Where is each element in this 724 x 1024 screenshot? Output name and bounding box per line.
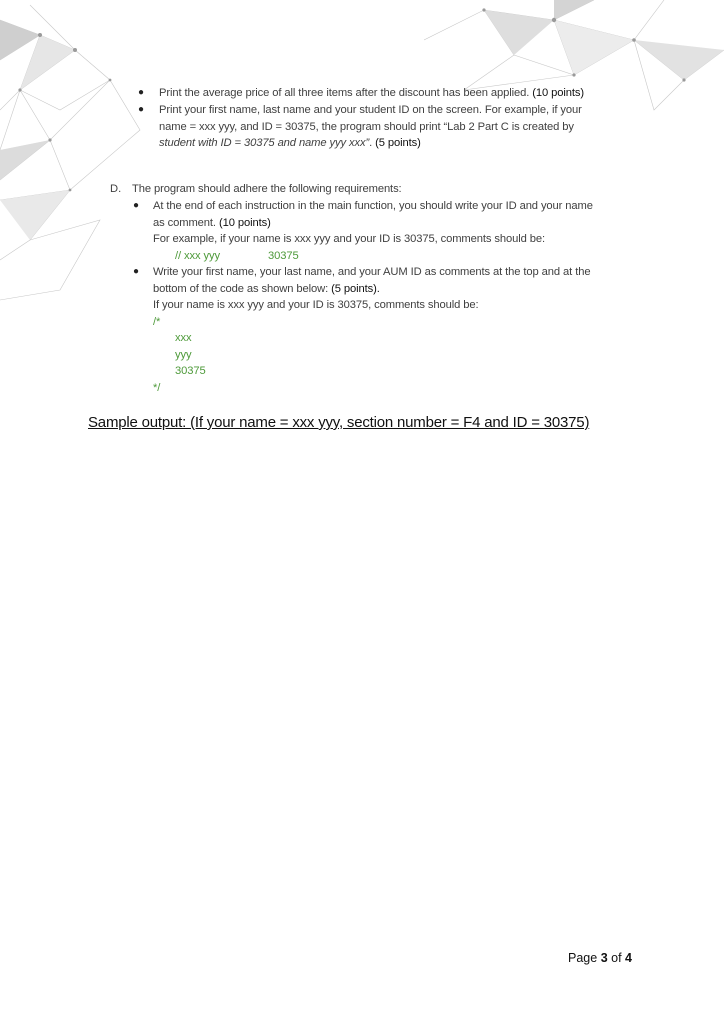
example-intro: For example, if your name is xxx yyy and your ID is 30375, comments should be:	[153, 233, 546, 245]
code-comment-id: 30375	[268, 249, 299, 262]
bullet-text: Print the average price of all three items after the discount has been applied.	[159, 87, 530, 99]
points-label: (10 points)	[218, 216, 271, 229]
bullet-text-line: Write your first name, your last name, and your AUM ID as comments at the top and at the	[153, 266, 591, 278]
part-c-bullet-average-price	[159, 85, 584, 102]
bullet-text-line: name = xxx yyy, and ID = 30375, the program should print “Lab 2 Part C is created by	[159, 120, 574, 133]
points-label: (5 points).	[331, 282, 380, 295]
bullet-marker: ●	[138, 87, 145, 98]
bullet-marker: ●	[138, 104, 145, 115]
page-number: 3	[600, 951, 608, 965]
code-line: yyy	[175, 348, 192, 361]
sample-output-heading: Sample output: (If your name = xxx yyy, section number = F4 and ID = 30375)	[88, 414, 590, 431]
part-c-bullet-print-name	[159, 102, 582, 152]
page-total: 4	[625, 951, 632, 965]
code-line: 30375	[175, 365, 206, 377]
code-line: */	[153, 381, 161, 394]
points-label: (10 points)	[532, 87, 584, 99]
bullet-text-line: student with ID = 30375 and name yyy xxx”. (5 points)	[159, 137, 421, 149]
bullet-text-line: Print your first name, last name and your student ID on the screen. For example, if your	[159, 104, 582, 116]
page-word: Page	[568, 951, 598, 965]
example-intro: If your name is xxx yyy and your ID is 30375, comments should be:	[153, 299, 479, 311]
section-letter: D.	[110, 183, 122, 195]
section-d-bullet-header-comments	[153, 264, 590, 396]
section-d-bullet-inline-comments	[153, 198, 593, 264]
code-line: xxx	[175, 332, 192, 344]
code-line: /*	[153, 315, 161, 328]
bullet-text-line: as comment. (10 points)	[153, 216, 271, 229]
code-block-comment	[153, 314, 590, 397]
bullet-text-line: bottom of the code as shown below: (5 points).	[153, 282, 380, 295]
points-label: (5 points)	[375, 137, 421, 149]
code-comment-example	[153, 248, 593, 265]
bullet-text-line: At the end of each instruction in the main function, you should write your ID and your name	[153, 200, 593, 212]
code-comment-name: // xxx yyy	[175, 249, 220, 262]
of-word: of	[611, 951, 622, 965]
page-footer	[568, 950, 632, 966]
corner-network-decoration	[0, 0, 150, 320]
example-output-string: student with ID = 30375 and name yyy xxx”	[159, 137, 370, 149]
section-d-heading: The program should adhere the following requirements:	[132, 183, 402, 195]
bullet-marker: ●	[133, 266, 140, 277]
bullet-marker: ●	[133, 200, 140, 211]
